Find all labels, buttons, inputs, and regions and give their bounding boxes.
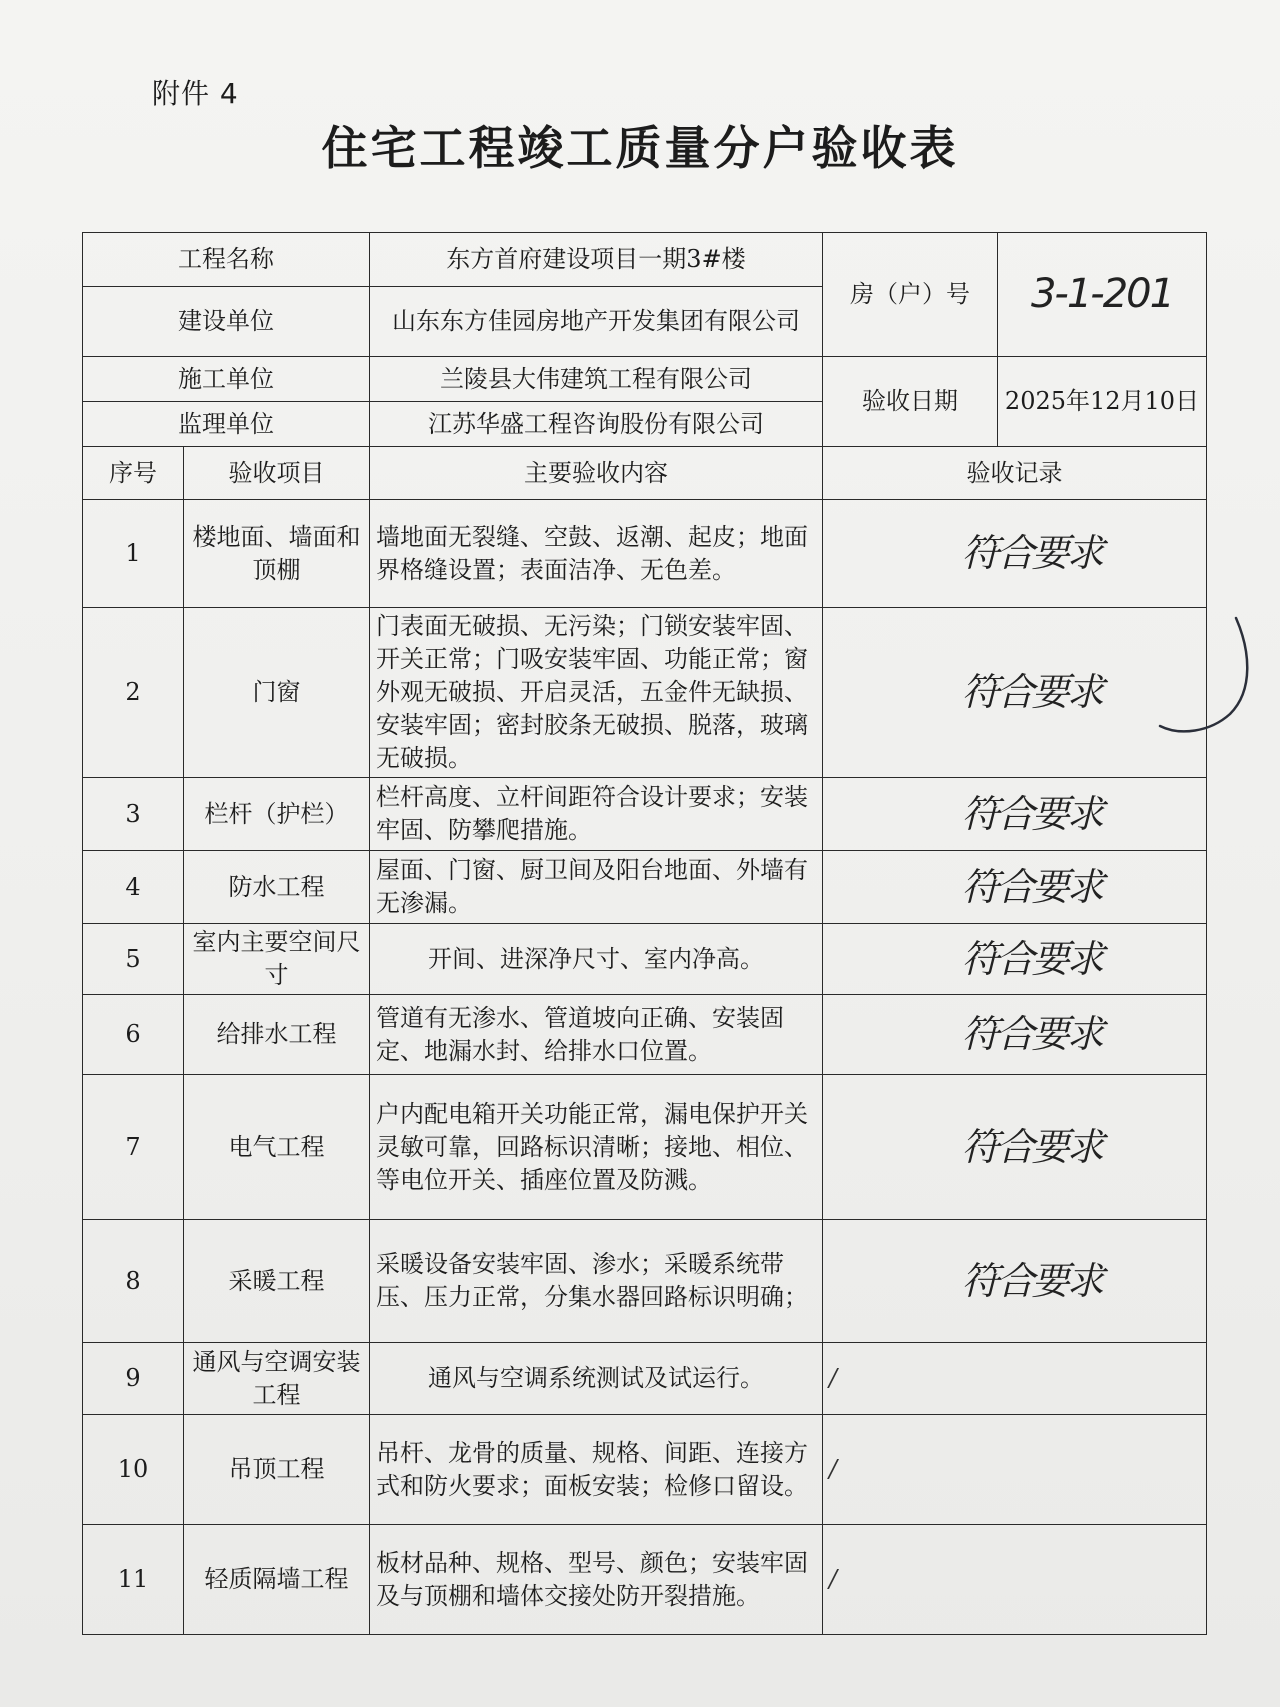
row-content: 管道有无渗水、管道坡向正确、安装固定、地漏水封、给排水口位置。	[370, 995, 823, 1075]
row-content: 墙地面无裂缝、空鼓、返潮、起皮；地面界格缝设置；表面洁净、无色差。	[370, 500, 823, 608]
table-row	[83, 608, 1207, 778]
attachment-label: 附件 4	[152, 77, 239, 110]
owner-label: 建设单位	[83, 287, 370, 357]
row-record: 符合要求	[823, 1220, 1207, 1343]
acceptance-form-table	[82, 232, 1207, 1635]
supervisor-value: 江苏华盛工程咨询股份有限公司	[370, 402, 823, 447]
row-record: /	[823, 1343, 1207, 1415]
row-record: 符合要求	[823, 608, 1207, 778]
unit-no-label: 房（户）号	[823, 233, 998, 357]
row-content: 屋面、门窗、厨卫间及阳台地面、外墙有无渗漏。	[370, 851, 823, 924]
row-item: 采暖工程	[184, 1220, 370, 1343]
table-row	[83, 851, 1207, 924]
row-item: 通风与空调安装工程	[184, 1343, 370, 1415]
row-item: 电气工程	[184, 1075, 370, 1220]
row-item: 门窗	[184, 608, 370, 778]
supervisor-label: 监理单位	[83, 402, 370, 447]
row-record: 符合要求	[823, 1075, 1207, 1220]
header-seq: 序号	[83, 447, 184, 500]
row-item: 楼地面、墙面和顶棚	[184, 500, 370, 608]
table-row	[83, 1415, 1207, 1525]
row-seq: 4	[83, 851, 184, 924]
row-item: 防水工程	[184, 851, 370, 924]
row-content: 门表面无破损、无污染；门锁安装牢固、开关正常；门吸安装牢固、功能正常；窗外观无破损、开启灵活，五金件无缺损、 安装牢固；密封胶条无破损、脱落，玻璃无破损。	[370, 608, 823, 778]
row-item: 室内主要空间尺寸	[184, 924, 370, 995]
row-record: 符合要求	[823, 851, 1207, 924]
contractor-label: 施工单位	[83, 357, 370, 402]
unit-no-value: 3-1-201	[998, 233, 1207, 357]
row-record: 符合要求	[823, 995, 1207, 1075]
header-record: 验收记录	[823, 447, 1207, 500]
row-item: 栏杆（护栏）	[184, 778, 370, 851]
row-content: 开间、进深净尺寸、室内净高。	[370, 924, 823, 995]
info-row-contractor	[83, 357, 1207, 402]
owner-value: 山东东方佳园房地产开发集团有限公司	[370, 287, 823, 357]
date-label: 验收日期	[823, 357, 998, 447]
table-row	[83, 778, 1207, 851]
table-row	[83, 1343, 1207, 1415]
row-item: 给排水工程	[184, 995, 370, 1075]
row-seq: 6	[83, 995, 184, 1075]
row-content: 通风与空调系统测试及试运行。	[370, 1343, 823, 1415]
header-content: 主要验收内容	[370, 447, 823, 500]
row-seq: 2	[83, 608, 184, 778]
table-row	[83, 1525, 1207, 1635]
column-header-row	[83, 447, 1207, 500]
form-title: 住宅工程竣工质量分户验收表	[321, 121, 959, 175]
table-row	[83, 500, 1207, 608]
row-seq: 3	[83, 778, 184, 851]
table-row	[83, 1075, 1207, 1220]
project-name-value: 东方首府建设项目一期3#楼	[370, 233, 823, 287]
row-content: 板材品种、规格、型号、颜色；安装牢固及与顶棚和墙体交接处防开裂措施。	[370, 1525, 823, 1635]
table-row	[83, 1220, 1207, 1343]
row-record: 符合要求	[823, 500, 1207, 608]
row-seq: 7	[83, 1075, 184, 1220]
row-content: 采暖设备安装牢固、渗水；采暖系统带压、压力正常，分集水器回路标识明确；	[370, 1220, 823, 1343]
row-content: 吊杆、龙骨的质量、规格、间距、连接方式和防火要求；面板安装；检修口留设。	[370, 1415, 823, 1525]
pen-scribble-mark	[1150, 610, 1260, 740]
row-record: /	[823, 1525, 1207, 1635]
contractor-value: 兰陵县大伟建筑工程有限公司	[370, 357, 823, 402]
date-value: 2025年12月10日	[998, 357, 1207, 447]
row-content: 栏杆高度、立杆间距符合设计要求；安装牢固、防攀爬措施。	[370, 778, 823, 851]
table-row	[83, 995, 1207, 1075]
row-record: 符合要求	[823, 778, 1207, 851]
row-seq: 8	[83, 1220, 184, 1343]
table-row	[83, 924, 1207, 995]
row-record: 符合要求	[823, 924, 1207, 995]
row-seq: 10	[83, 1415, 184, 1525]
header-item: 验收项目	[184, 447, 370, 500]
info-row-project	[83, 233, 1207, 287]
row-seq: 5	[83, 924, 184, 995]
row-content: 户内配电箱开关功能正常，漏电保护开关灵敏可靠，回路标识清晰；接地、相位、等电位开关、插座位置及防溅。	[370, 1075, 823, 1220]
row-seq: 9	[83, 1343, 184, 1415]
row-item: 吊顶工程	[184, 1415, 370, 1525]
row-record: /	[823, 1415, 1207, 1525]
row-item: 轻质隔墙工程	[184, 1525, 370, 1635]
row-seq: 11	[83, 1525, 184, 1635]
project-name-label: 工程名称	[83, 233, 370, 287]
row-seq: 1	[83, 500, 184, 608]
